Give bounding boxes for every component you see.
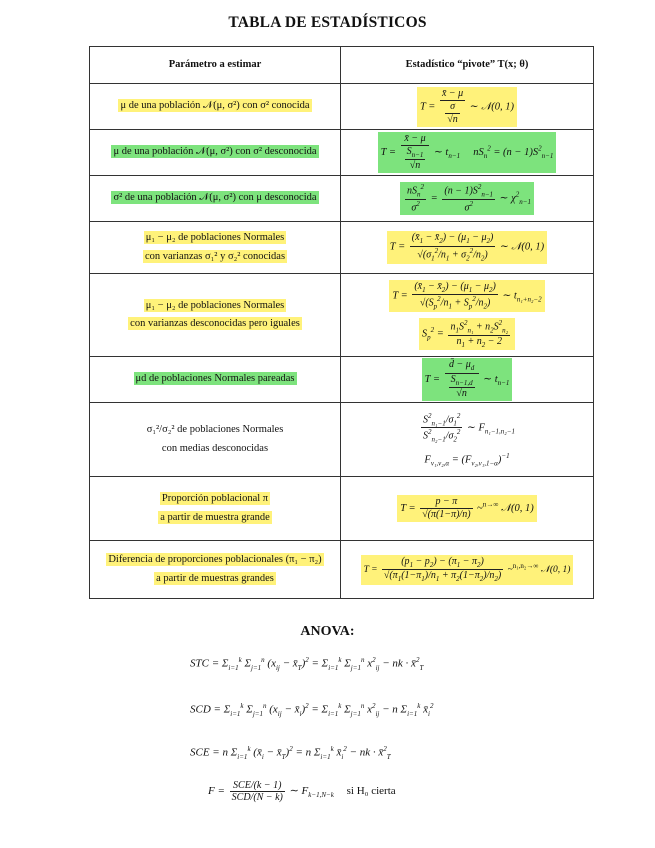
statistic-formula: T = $\frac{x̄ - \mu}{\frac{S_{n-1}}{√n}}$ ∼ $t_{n-1}$ $nS_n^2 = (n - 1)S^2_{n-1}$ [378,132,557,173]
param-cell [90,274,341,357]
anova-equation-sce: SCE = n $\Sigma_{i=1}^k$ ($x̄_i$ − $x̄_T)^2 = n$ $\Sigma_{i=1}^k$ $x̄_i^2$ − nk · x̄$^2_T$ [190,745,391,761]
table-row [90,403,594,477]
statistic-formula: T = $\frac{p - \pi}{√(\pi(1-\pi)/n)}$ ~$^{n\to\infty}$ 𝒩(0, 1) [397,495,537,522]
table-row [90,176,594,222]
f-inverse-formula: $F_{\nu_1,\nu_2,\alpha} = (F_{\nu_2,\nu_1,1-\alpha})^{-1}$ [424,451,510,468]
anova-equation-f: F = $\frac{\text{SCE/(k − 1)}}{\text{SCD/(N − k)}}$ ∼ $F_{k-1,N-k}$ si H₀ cierta [208,780,396,803]
param-text: σ² de una población 𝒩(μ, σ²) con μ desconocida [113,192,317,204]
statistic-cell [341,357,594,403]
param-text-2: con varianzas desconocidas pero iguales [130,318,300,330]
header-statistic-label: Estadístico “pivote” T(x; θ) [405,58,529,70]
statistic-cell [341,541,594,599]
param-text-2: con medias desconocidas [161,442,269,454]
param-text: μ de una población 𝒩(μ, σ²) con σ² desconocida [113,146,317,158]
table-row [90,222,594,274]
statistic-formula: T = $\frac{(p_1 - p_2) - (\pi_1 - \pi_2)}{√(\pi_1(1-\pi_1)/n_1 + \pi_2(1-\pi_2)/n_2)}$ ~$^{n_1,n_2\to\infty}$ 𝒩(0, 1) [361,555,574,585]
param-cell [90,130,341,176]
statistic-cell [341,274,594,357]
table-row [90,274,594,357]
anova-note: si H₀ cierta [346,785,396,798]
param-text: μ₁ − μ₂ de poblaciones Normales [145,231,285,243]
table-row [90,357,594,403]
page-title: TABLA DE ESTADÍSTICOS [228,14,427,31]
statistic-cell [341,222,594,274]
statistic-formula: T = $\frac{(x̄_1 - x̄_2) - (\mu_1 - \mu_2)}{√(S_p^2/n_1 + S_p^2/n_2)}$ ∼ $t_{n_1+n_2-2}$ [389,280,544,312]
statistic-cell [341,477,594,541]
param-text: μ de una población 𝒩(μ, σ²) con σ² conocida [120,100,310,112]
statistic-cell [341,176,594,222]
param-text: σ₁²/σ₂² de poblaciones Normales [146,424,284,436]
param-cell [90,357,341,403]
statistic-cell [341,403,594,477]
param-text: μd de poblaciones Normales pareadas [135,373,295,385]
table-row [90,84,594,130]
param-cell [90,477,341,541]
anova-equation-scd: SCD = $\Sigma_{i=1}^k$ $\Sigma_{j=1}^n$ ($x_{ij}$ − $x̄_i)^2 = \Sigma_{i=1}^k$ $\Sigma_{j=1}^n$ $x^2_{ij} - n$ $\Sigma_{i=1}^k$ $x̄_i^2$ [190,702,434,718]
table-row [90,541,594,599]
param-cell [90,541,341,599]
statistic-formula: T = $\frac{d̄ - \mu_d}{\frac{S_{n-1,d}}{√n}}$ ∼ $t_{n-1}$ [422,358,513,401]
param-text: μ₁ − μ₂ de poblaciones Normales [145,299,285,311]
statistic-formula: T = $\frac{(x̄_1 - x̄_2) - (\mu_1 - \mu_2)}{√(\sigma_1^2/n_1 + \sigma_2^2/n_2)}$ ∼ 𝒩(0, 1) [387,231,547,263]
pooled-variance-formula: $S_p^2$ = $\frac{n_1S^2_{n_1} + n_2S^2_{n_2}}{n_1 + n_2 - 2}$ [419,318,515,350]
statistics-table [89,46,594,599]
header-parameter: Parámetro a estimar [90,47,341,84]
table-header-row [90,47,594,84]
statistic-formula: T = $\frac{x̄ - \mu}{\frac{\sigma}{√n}}$ ∼ 𝒩(0, 1) [417,87,517,127]
table-row [90,477,594,541]
param-cell [90,84,341,130]
statistic-formula: $\frac{nS_n^2}{\sigma^2}$ = $\frac{(n - 1)S^2_{n-1}}{\sigma^2}$ ∼ $\chi^2_{n-1}$ [400,182,534,215]
statistic-formula: $\frac{S^2_{n_1-1}/\sigma_1^2}{S^2_{n_2-1}/\sigma_2^2}$ ∼ $F_{n_1-1,n_2-1}$ [423,411,515,444]
param-text-2: a partir de muestras grandes [156,572,274,584]
statistic-cell [341,84,594,130]
param-text-2: a partir de muestra grande [160,511,270,523]
param-text: Diferencia de proporciones poblacionales (π₁ − π₂) [108,554,322,566]
anova-equation-stc: STC = $\Sigma_{i=1}^k$ $\Sigma_{j=1}^n$ ($x_{ij}$ − $x̄_T)^2 = \Sigma_{i=1}^k$ $\Sigma_{j=1}^n$ $x^2_{ij}$ − nk · x̄$^2_T$ [190,656,424,672]
table-row [90,130,594,176]
param-text-2: con varianzas σ₁² y σ₂² conocidas [144,250,286,262]
header-statistic [341,47,594,84]
param-cell [90,176,341,222]
param-text: Proporción poblacional π [161,493,269,505]
param-cell [90,403,341,477]
param-cell [90,222,341,274]
statistic-cell [341,130,594,176]
anova-title: ANOVA: [300,624,355,639]
